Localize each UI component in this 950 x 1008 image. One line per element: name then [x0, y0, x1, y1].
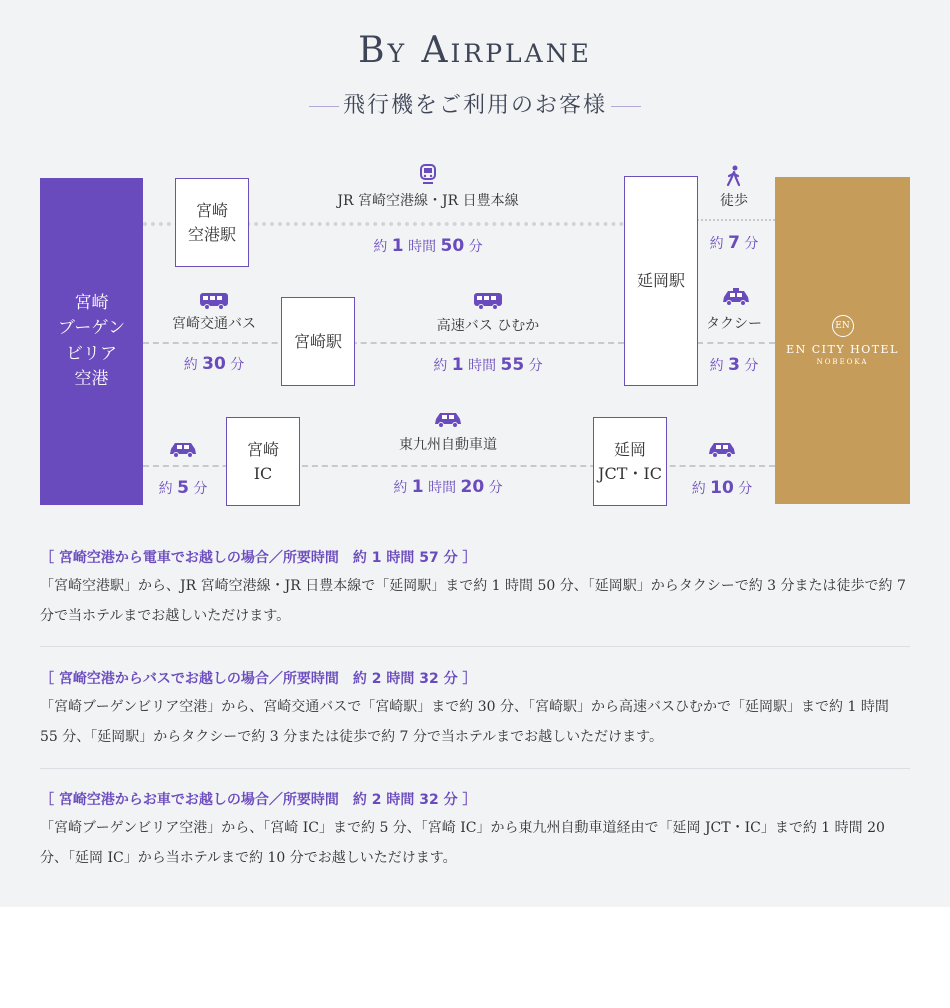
expressway-route-time: [393, 477, 502, 497]
section-train: [40, 547, 910, 631]
time-minutes: 3: [728, 355, 740, 375]
time-prefix: 約: [393, 480, 412, 496]
time-minutes-unit: 分: [464, 239, 483, 255]
time-prefix: 約: [709, 358, 729, 374]
taxi-icon: [721, 288, 751, 306]
express-bus-route-time: [433, 355, 542, 375]
time-hours-unit: 時間: [403, 239, 441, 255]
time-minutes-unit: 分: [733, 481, 753, 497]
expressway-car-icon: [433, 410, 463, 428]
train-route-label: JR 宮崎空港線・JR 日豊本線: [337, 193, 519, 209]
miyazaki-airport-station-label: 宮崎 空港駅: [187, 200, 236, 244]
time-hours: 1: [411, 477, 424, 497]
time-minutes-unit: 分: [484, 480, 503, 496]
car-icon: [707, 440, 737, 458]
miyazaki-station-box: [281, 297, 355, 386]
time-prefix: 約: [691, 481, 711, 497]
time-minutes: 20: [460, 477, 485, 497]
section-car: [40, 789, 910, 873]
express-bus-icon: [473, 292, 503, 310]
local-bus-route-time: [184, 354, 245, 374]
walk-line: [697, 219, 775, 221]
time-prefix: 約: [709, 236, 729, 252]
airport-box: [40, 178, 143, 505]
hotel-logo-icon: EN: [832, 315, 854, 337]
time-minutes-unit: 分: [739, 236, 759, 252]
train-route-time: [373, 236, 482, 256]
taxi-line: [697, 342, 775, 344]
miyazaki-airport-station-box: [175, 178, 249, 267]
expressway-route-label: 東九州自動車道: [399, 437, 497, 453]
time-hours: 1: [391, 236, 404, 256]
section-body: 「宮崎ブーゲンビリア空港」から、「宮崎 IC」まで約 5 分、「宮崎 IC」から東九州自動車道経由で「延岡 JCT・IC」まで約 1 時間 20 分、「延岡 IC」から当ホテルまで約 10 分でお越しいただけます。: [40, 820, 885, 866]
nobeoka-station-label: 延岡駅: [636, 271, 685, 290]
nobeoka-jct-box: [593, 417, 667, 506]
local-bus-route-label: 宮崎交通バス: [172, 316, 256, 332]
time-hours-unit: 時間: [423, 480, 461, 496]
time-minutes: 7: [728, 233, 740, 253]
train-icon: [419, 163, 437, 185]
car2-route-time: [692, 478, 753, 498]
time-hours: 1: [451, 355, 464, 375]
time-minutes-unit: 分: [739, 358, 759, 374]
time-minutes: 5: [177, 478, 189, 498]
divider: [40, 768, 910, 769]
hotel-sub: NOBEOKA: [816, 358, 869, 366]
time-minutes: 50: [440, 236, 465, 256]
time-prefix: 約: [433, 358, 452, 374]
section-title: ［ 宮崎空港からお車でお越しの場合／所要時間 約 2 時間 32 分 ］: [40, 792, 477, 808]
bus-icon: [199, 292, 229, 310]
time-minutes: 10: [710, 478, 734, 498]
heading-english: By Airplane: [358, 30, 592, 71]
car1-route-time: [159, 478, 208, 498]
time-minutes: 55: [500, 355, 525, 375]
hotel-box: [775, 177, 910, 504]
time-hours-unit: 時間: [463, 358, 501, 374]
section-body: 「宮崎空港駅」から、JR 宮崎空港線・JR 日豊本線で「延岡駅」まで約 1 時間 50 分、「延岡駅」からタクシーで約 3 分または徒歩で約 7 分で当ホテルまでお越しいただけます。: [40, 578, 906, 624]
miyazaki-ic-box: [226, 417, 300, 506]
time-prefix: 約: [183, 357, 203, 373]
bus-line: [143, 342, 624, 344]
airport-name: 宮崎 ブーゲン ビリア 空港: [57, 292, 126, 389]
nobeoka-station-box: [624, 176, 698, 386]
taxi-route-time: [710, 355, 759, 375]
section-bus: [40, 668, 910, 752]
walk-route-label: 徒歩: [720, 193, 748, 209]
car-icon: [168, 440, 198, 458]
hotel-name: EN CITY HOTEL: [786, 343, 899, 356]
section-body: 「宮崎ブーゲンビリア空港」から、宮崎交通バスで「宮崎駅」まで約 30 分、「宮崎駅」から高速バスひむかで「延岡駅」まで約 1 時間 55 分、「延岡駅」からタクシーで約 3 分または徒歩で約 7 分で当ホテルまでお越しいただけます。: [40, 699, 889, 745]
miyazaki-ic-label: 宮崎 IC: [246, 439, 279, 483]
nobeoka-jct-label: 延岡 JCT・IC: [598, 439, 662, 483]
heading-japanese-text: 飛行機をご利用のお客様: [342, 93, 607, 118]
express-bus-route-label: 高速バス ひむか: [436, 318, 540, 334]
section-title: ［ 宮崎空港からバスでお越しの場合／所要時間 約 2 時間 32 分 ］: [40, 671, 477, 687]
time-prefix: 約: [373, 239, 392, 255]
section-title: ［ 宮崎空港から電車でお越しの場合／所要時間 約 1 時間 57 分 ］: [40, 550, 477, 566]
time-minutes-unit: 分: [225, 357, 245, 373]
time-prefix: 約: [158, 481, 178, 497]
miyazaki-station-label: 宮崎駅: [293, 331, 342, 351]
divider: [40, 646, 910, 647]
time-minutes-unit: 分: [188, 481, 208, 497]
walk-icon: [726, 165, 742, 187]
time-minutes-unit: 分: [524, 358, 543, 374]
taxi-route-label: タクシー: [706, 316, 762, 332]
time-minutes: 30: [202, 354, 226, 374]
walk-route-time: [710, 233, 759, 253]
